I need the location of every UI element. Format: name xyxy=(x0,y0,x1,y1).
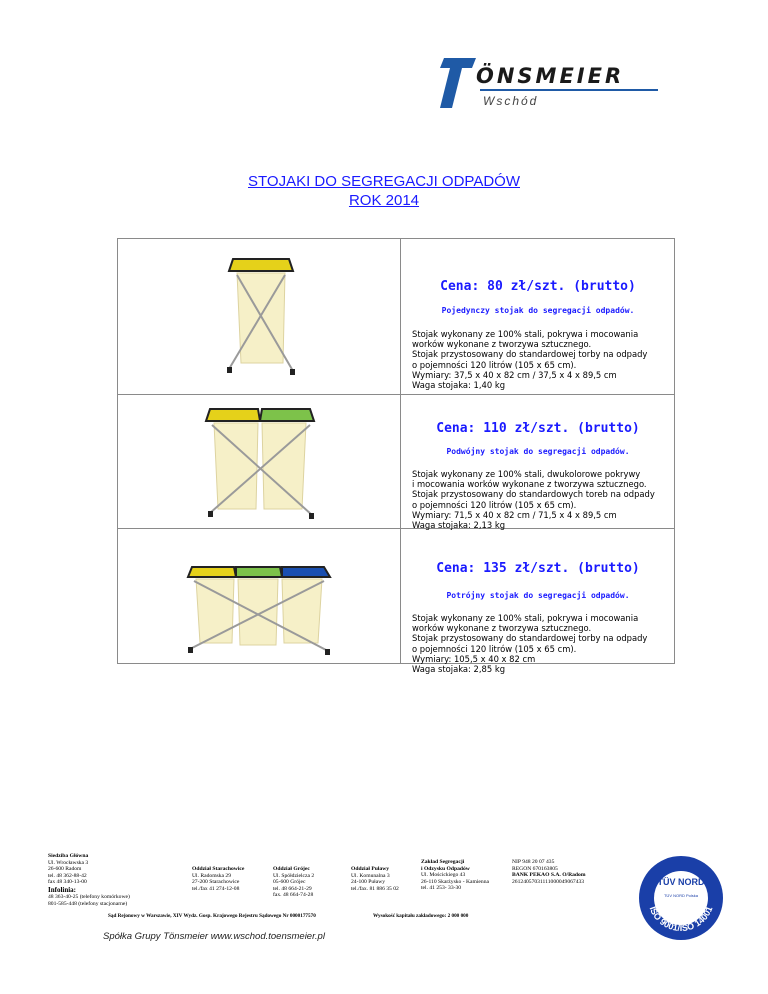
single-bin-stand-icon xyxy=(223,255,303,383)
footer-branch-skarzysko: Zakład Segregacji i Odzysku Odpadów Ul. Mościckiego 43 26-110 Skarżysko - Kamienna tel. 41 253- 33-30 xyxy=(421,859,489,892)
footer-court-register: Sąd Rejonowy w Warszawie, XIV Wydz. Gosp. Krajowego Rejestru Sądowego Nr 0000177570 xyxy=(108,913,316,919)
product-price: Cena: 110 zł/szt. (brutto) xyxy=(436,421,640,436)
company-logo xyxy=(436,58,666,114)
footer-branch-starachowice: Oddział Starachowice Ul. Radomska 29 27-200 Starachowice tel./fax 41 274-12-08 xyxy=(192,866,245,892)
footer-slogan: Spółka Grupy Tönsmeier www.wschod.toensmeier.pl xyxy=(103,931,325,942)
product-description: Stojak wykonany ze 100% stali, pokrywa i mocowania worków wykonane z tworzywa sztucznego. Stojak przystosowany do standardowej torby na odpady o pojemności 120 litrów (105 x 65 cm). Wymiary: 105,5 x 40 x 82 cm Waga stojaka: 2,85 kg xyxy=(412,613,648,675)
product-image-cell xyxy=(118,395,401,528)
logo-t-emblem-icon xyxy=(436,58,476,108)
product-text-cell xyxy=(402,529,674,675)
tuv-seal-small: TÜV NORD Polska xyxy=(663,893,699,898)
product-subtitle: Pojedynczy stojak do segregacji odpadów. xyxy=(441,306,635,315)
product-price: Cena: 135 zł/szt. (brutto) xyxy=(436,561,640,576)
product-table xyxy=(117,238,675,675)
product-description: Stojak wykonany ze 100% stali, dwukolorowe pokrywy i mocowania worków wykonane z tworzywa sztucznego. Stojak przystosowany do standardowych toreb na odpady o pojemności 120 litrów (105 x 65 cm). Wymiary: 71,5 x 40 x 82 cm / 71,5 x 4 x 89,5 cm Waga stojaka: 2,13 kg xyxy=(412,469,655,531)
footer-hq: Siedziba Główna Ul. Wrocławska 3 26-600 Radom tel. 48 362-88-42 fax 48 340-13-00 Infolinia: 48 363-40-25 (telefony komórkowe) 801-585-448 (telefony stacjonarne) xyxy=(48,853,130,907)
document-year: ROK 2014 xyxy=(348,192,420,209)
logo-underline xyxy=(480,89,658,91)
product-price: Cena: 80 zł/szt. (brutto) xyxy=(440,279,636,294)
triple-bin-stand-icon xyxy=(184,565,334,657)
footer-share-capital: Wysokość kapitału zakładowego: 2 000 000 xyxy=(373,913,469,919)
footer-branch-pulawy: Oddział Puławy Ul. Komunalna 3 24-100 Puławy tel./fax. 81 886 35 02 xyxy=(351,866,399,892)
tuv-seal-ring-text: ISO 9001/ISO 14001 xyxy=(647,904,715,934)
footer-branch-grojec: Oddział Grójec Ul. Spółdzielcza 2 05-600 Grójec tel. 48 664-21-29 fax. 48 664-74-28 xyxy=(273,866,315,899)
product-row-single xyxy=(118,239,674,395)
product-text-cell xyxy=(402,395,674,531)
product-subtitle: Podwójny stojak do segregacji odpadów. xyxy=(446,447,630,456)
logo-subtitle: Wschód xyxy=(483,94,539,108)
logo-wordmark: ÖNSMEIER xyxy=(476,64,625,88)
product-subtitle: Potrójny stojak do segregacji odpadów. xyxy=(446,591,630,600)
tuv-certification-seal-icon xyxy=(638,855,724,941)
product-row-triple xyxy=(118,529,674,675)
footer-company-info: NIP 948 20 07 435 REGON 670163805 BANK PEKAO S.A. O/Radom 26124057031111000049067433 xyxy=(512,859,586,885)
product-image-cell xyxy=(118,239,401,394)
document-title: STOJAKI DO SEGREGACJI ODPADÓW xyxy=(248,173,520,190)
product-text-cell xyxy=(402,239,674,394)
double-bin-stand-icon xyxy=(202,403,318,523)
product-row-double xyxy=(118,395,674,529)
product-description: Stojak wykonany ze 100% stali, pokrywa i mocowania worków wykonane z tworzywa sztucznego. Stojak przystosowany do standardowej torby na odpady o pojemności 120 litrów (105 x 65 cm). Wymiary: 37,5 x 40 x 82 cm / 37,5 x 4 x 89,5 cm Waga stojaka: 1,40 kg xyxy=(412,329,648,391)
product-image-cell xyxy=(118,529,401,663)
tuv-seal-title: TÜV NORD xyxy=(657,877,705,887)
